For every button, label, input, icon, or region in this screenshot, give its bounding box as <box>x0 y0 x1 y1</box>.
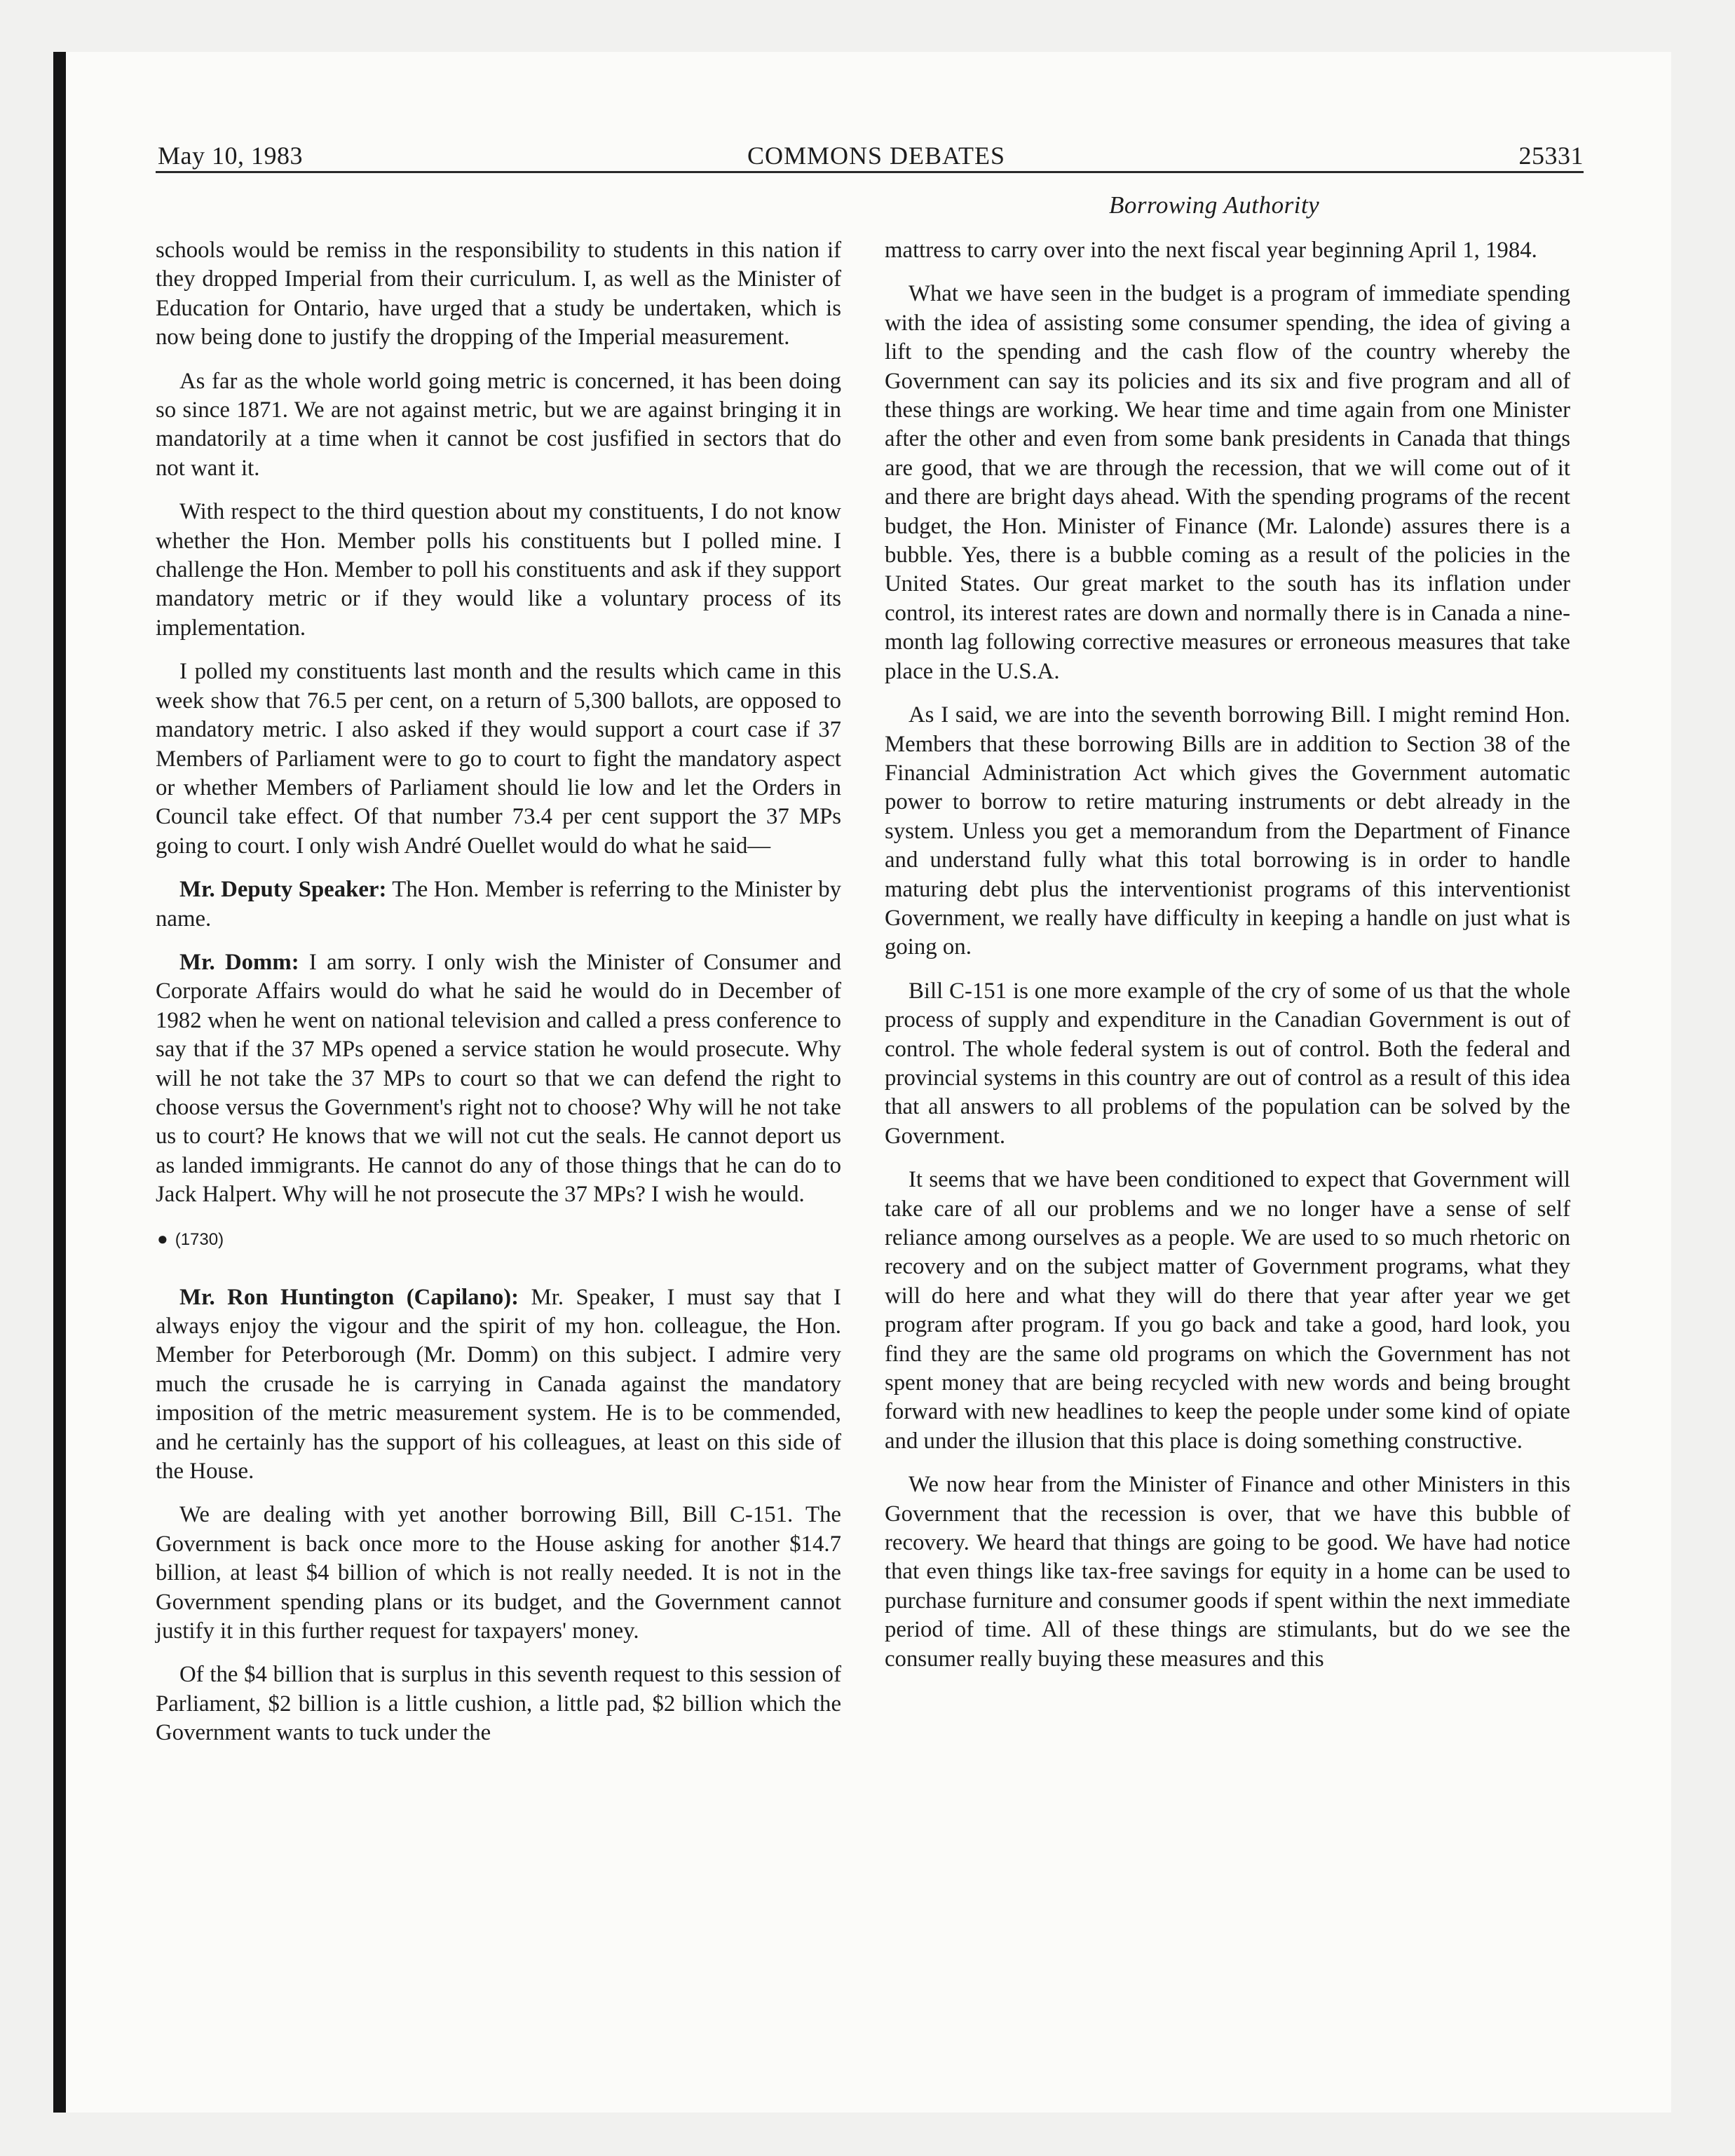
time-marker-text: (1730) <box>175 1229 224 1249</box>
paragraph: mattress to carry over into the next fiscal year beginning April 1, 1984. <box>885 238 1537 263</box>
speaker-name: Mr. Deputy Speaker: <box>179 877 387 903</box>
header-date: May 10, 1983 <box>158 142 303 170</box>
speech-text: I am sorry. I only wish the Minister of Consumer and Corporate Affairs would do what he said he would do in December of 1982 when he went on national television and called a press conference to say that if the 37 MPs opened a service station he would prosecute. Why will he not take the 37 MPs to court so that we can defend the right to choose versus the Government's right not to choose? Why will he not take us to court? He knows that we will not cut the seals. He cannot deport us as landed immigrants. He cannot do any of those things that he can do to Jack Halpert. Why will he not prosecute the 37 MPs? I wish he would. <box>156 949 841 1208</box>
paragraph: schools would be remiss in the responsibility to students in this nation if they dropped Imperial from their curriculum. I, as well as the Minister of Education for Ontario, have urged that a study be undertaken, which is now being done to justify the dropping of the Imperial measurement. <box>156 238 841 350</box>
bullet-icon: ● <box>157 1227 168 1249</box>
speaker-name: Mr. Domm: <box>179 949 299 975</box>
paragraph: With respect to the third question about my constituents, I do not know whether the Hon. Member polls his constituents but I polled mine. I challenge the Hon. Member to poll his constituents and ask if they support mandatory metric or if they would like a voluntary process of its implementation. <box>156 499 841 641</box>
paragraph: We now hear from the Minister of Finance and other Ministers in this Government that the recession is over, that we have this bubble of recovery. We heard that things are going to be good. We have had notice that even things like tax-free savings for equity in a home can be used to purchase furniture and consumer goods if spent within the next immediate period of time. All of these things are stimulants, but do we see the consumer really buying these measures and this <box>885 1472 1570 1672</box>
scan-edge-shadow <box>53 52 66 2113</box>
paragraph: Bill C-151 is one more example of the cry of some of us that the whole process of supply and expenditure in the Canadian Government is out of control. The whole federal system is out of control. Both the federal and provincial systems in this country are out of control as a result of this idea that all answers to all problems of the population can be solved by the Government. <box>885 978 1570 1149</box>
speech-text: The Hon. Member is referring to the Minister by name. <box>156 877 842 932</box>
time-marker <box>156 1224 841 1254</box>
paragraph: As far as the whole world going metric is concerned, it has been doing so since 1871. We are not against metric, but we are against bringing it in mandatorily at a time when it cannot be cost jusfified in sectors that do not want it. <box>156 368 841 481</box>
paragraph: We are dealing with yet another borrowing Bill, Bill C-151. The Government is back once more to the House asking for another $14.7 billion, at least $4 billion of which is not really needed. It is not in the Government spending plans or its budget, and the Government cannot justify it in this further request for taxpayers' money. <box>156 1502 841 1644</box>
speaker-name: Mr. Ron Huntington (Capilano): <box>179 1284 519 1310</box>
speech-text: Mr. Speaker, I must say that I always enjoy the vigour and the spirit of my hon. colleague, the Hon. Member for Peterborough (Mr. Domm) on this subject. I admire very much the crusade he is carrying in Canada against the mandatory imposition of the metric measurement system. He is to be commended, and he certainly has the support of his colleagues, at least on this side of the House. <box>156 1284 841 1485</box>
speech-paragraph <box>156 948 841 1210</box>
left-column <box>156 236 841 1763</box>
paragraph: As I said, we are into the seventh borrowing Bill. I might remind Hon. Members that these borrowing Bills are in addition to Section 38 of the Financial Administration Act which gives the Government automatic power to borrow to retire maturing instruments or debt already in the system. Unless you get a memorandum from the Department of Finance and understand fully what this total borrowing is in order to handle maturing debt plus the interventionist programs of this interventionist Government, we really have difficulty in keeping a handle on just what is going on. <box>885 702 1570 960</box>
header-publication-title: COMMONS DEBATES <box>747 142 1006 170</box>
paragraph: Of the $4 billion that is surplus in this seventh request to this session of Parliament, $2 billion is a little cushion, a little pad, $2 billion which the Government wants to tuck under the <box>156 1662 841 1746</box>
paragraph: I polled my constituents last month and the results which came in this week show that 76.5 per cent, on a return of 5,300 ballots, are opposed to mandatory metric. I also asked if they would support a court case if 37 Members of Parliament were to go to court to fight the mandatory aspect or whether Members of Parliament should lie low and let the Orders in Council take effect. Of that number 73.4 per cent support the 37 MPs going to court. I only wish André Ouellet would do what he said— <box>156 659 841 859</box>
right-column <box>885 236 1570 1688</box>
paragraph: What we have seen in the budget is a program of immediate spending with the idea of assisting some consumer spending, the idea of giving a lift to the spending and the cash flow of the country whereby the Government can say its policies and its six and five program and all of these things are working. We hear time and time again from one Minister after the other and even from some bank presidents in Canada that things are good, that we are through the recession, that we will come out of it and there are bright days ahead. With the spending programs of the recent budget, the Hon. Minister of Finance (Mr. Lalonde) assures there is a bubble. Yes, there is a bubble coming as a result of the policies in the United States. Our great market to the south has its inflation under control, its interest rates are down and normally there is in Canada a nine-month lag following corrective measures or erroneous measures that take place in the U.S.A. <box>885 281 1570 684</box>
section-title: Borrowing Authority <box>1109 191 1320 219</box>
speech-paragraph <box>156 1283 841 1487</box>
header-rule <box>156 171 1584 173</box>
paragraph: It seems that we have been conditioned to expect that Government will take care of all our problems and we no longer have a sense of self reliance among ourselves as a people. We are used to so much rhetoric on recovery and on the subject matter of Government programs, what they will do here and what they will do there that year after year we get program after program. If you go back and take a good, hard look, you find they are the same old programs on which the Government has not spent money that are being recycled with new words and being brought forward with new headlines to keep the people under some kind of opiate and under the illusion that this place is doing something constructive. <box>885 1167 1570 1454</box>
speech-paragraph <box>156 875 841 934</box>
header-page-number: 25331 <box>1518 142 1584 170</box>
